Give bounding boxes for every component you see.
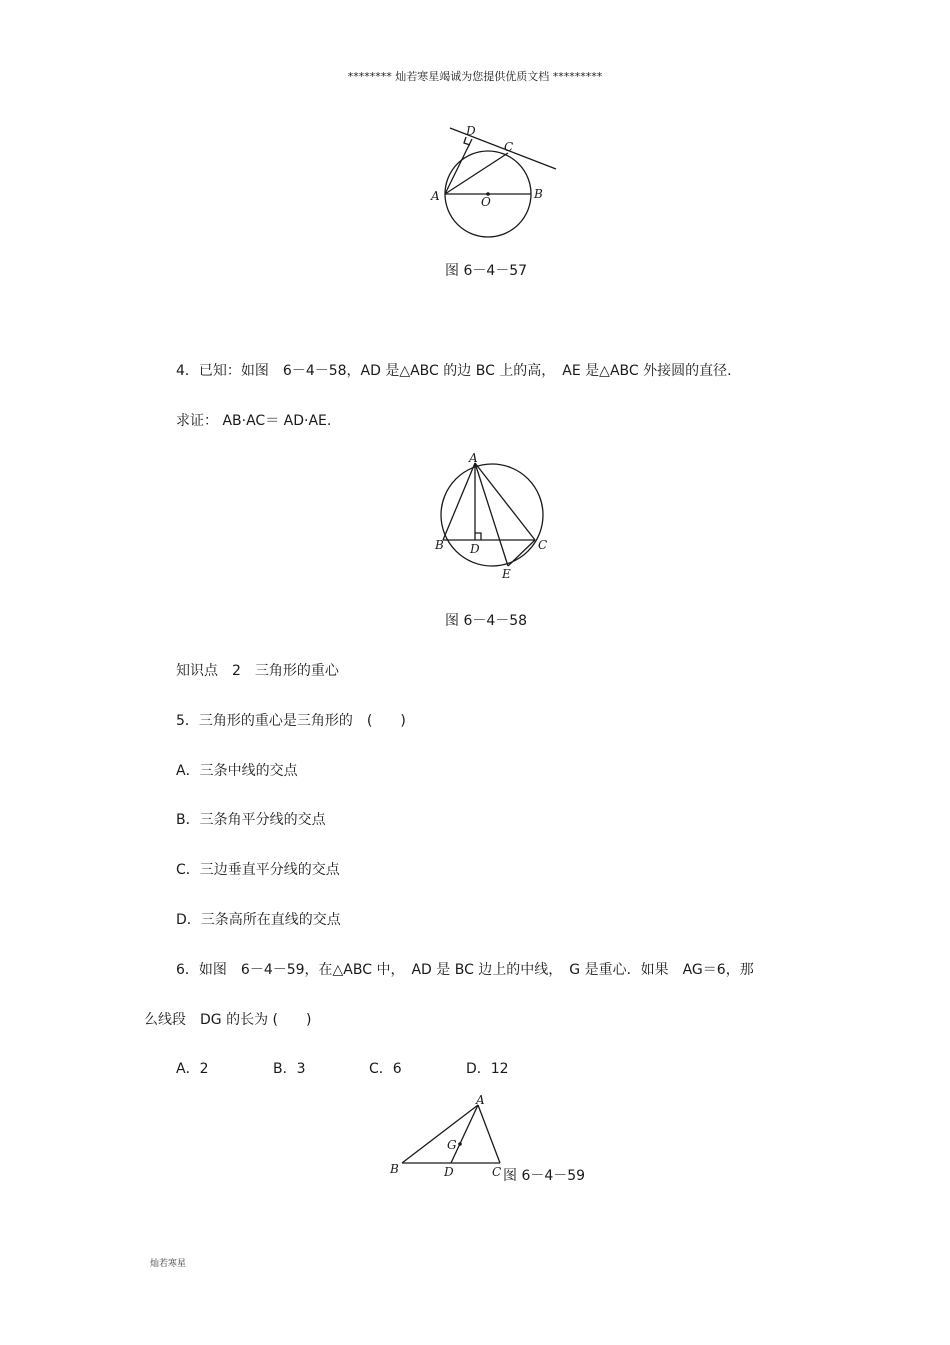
question-6-option-c: C．6 [369,1061,402,1077]
label-a-57: A [431,189,440,203]
label-d-58: D [470,542,480,556]
median-ad-59 [451,1105,478,1163]
question-5-option-d: D．三条高所在直线的交点 [176,912,341,928]
segment-ab-59 [402,1105,478,1163]
question-6-option-a: A．2 [176,1061,209,1077]
page-header: ******** 灿若寒星竭诚为您提供优质文档 ********* [347,70,603,83]
question-5-stem: 5．三角形的重心是三角形的 ( ) [176,713,406,729]
question-6-line-2: 么线段 DG 的长为 ( ) [144,1012,312,1028]
section-heading: 知识点 2 三角形的重心 [176,663,339,679]
label-a-58: A [469,451,478,465]
question-4-line-1: 4．已知：如图 6－4－58，AD 是△ABC 的边 BC 上的高， AE 是△ABC 外接圆的直径. [176,363,732,379]
label-e-58: E [502,567,511,581]
label-g-59: G [447,1138,457,1152]
page-footer: 灿若寒星 [150,1259,187,1269]
figure-caption-59: 图 6－4－59 [503,1168,586,1184]
label-b-58: B [435,538,444,552]
label-c-57: C [504,140,514,154]
label-a-59: A [476,1093,485,1107]
question-6-option-b: B．3 [273,1061,306,1077]
label-d-59: D [444,1165,454,1179]
figure-caption-58: 图 6－4－58 [445,613,528,629]
label-d-57: D [466,124,476,138]
question-5-option-c: C．三边垂直平分线的交点 [176,862,340,878]
segment-ac-59 [478,1105,500,1163]
label-c-58: C [538,538,548,552]
question-5-option-b: B．三条角平分线的交点 [176,812,326,828]
question-4-line-2: 求证： AB·AC＝ AD·AE. [176,413,332,429]
label-b-57: B [534,187,543,201]
label-o-57: O [481,195,491,209]
question-6-option-d: D．12 [466,1061,509,1077]
label-b-59: B [390,1162,399,1176]
question-6-line-1: 6．如图 6－4－59，在△ABC 中， AD 是 BC 边上的中线， G 是重心．如果 AG＝6，那 [176,962,754,978]
question-5-option-a: A．三条中线的交点 [176,763,298,779]
centroid-dot-59 [458,1142,462,1146]
figure-caption-57: 图 6－4－57 [445,263,528,279]
label-c-59: C [492,1165,502,1179]
